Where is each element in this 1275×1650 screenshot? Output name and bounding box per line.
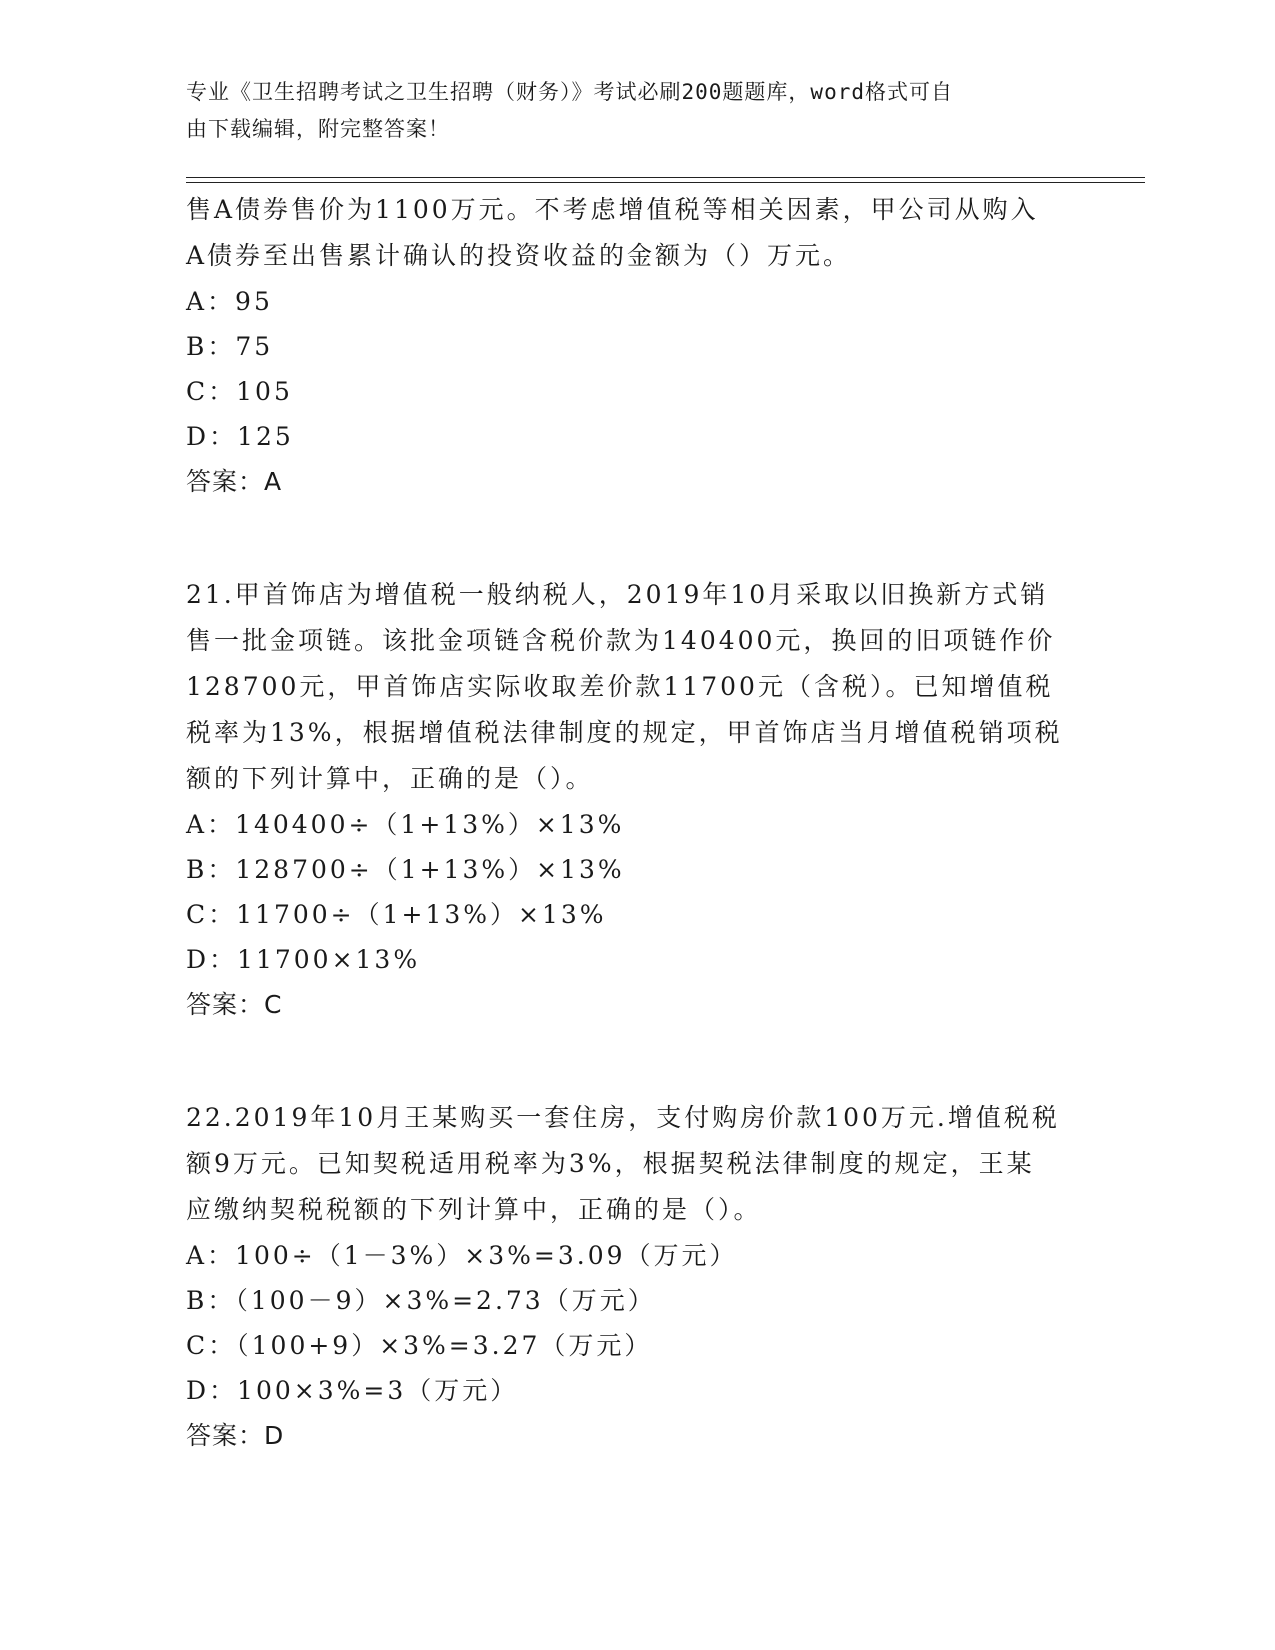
question-21 (186, 572, 1086, 1027)
header-line-1: 专业《卫生招聘考试之卫生招聘（财务）》考试必刷200题题库，word格式可自 (186, 80, 953, 104)
option-c: C：105 (186, 377, 293, 406)
option-a: A：95 (186, 287, 273, 316)
option-d: D：125 (186, 422, 294, 451)
question-text-line: 应缴纳契税税额的下列计算中，正确的是（）。 (186, 1195, 762, 1224)
option-d: D：100×3%=3（万元） (186, 1376, 519, 1405)
question-text-line: 额9万元。已知契税适用税率为3%，根据契税法律制度的规定，王某 (186, 1149, 1035, 1178)
option-b: B：（100－9）×3%=2.73（万元） (186, 1286, 656, 1315)
document-body (186, 187, 1086, 1458)
option-a: A：140400÷（1+13%）×13% (186, 810, 625, 839)
question-text-line: 税率为13%，根据增值税法律制度的规定，甲首饰店当月增值税销项税 (186, 718, 1063, 747)
question-text-line: A债券至出售累计确认的投资收益的金额为（）万元。 (186, 241, 852, 270)
question-text-line: 售一批金项链。该批金项链含税价款为140400元，换回的旧项链作价 (186, 626, 1056, 655)
header-divider-top (186, 177, 1145, 178)
question-22 (186, 1095, 1086, 1458)
question-spacer (186, 1027, 1086, 1095)
header-line-2: 由下载编辑，附完整答案！ (186, 117, 450, 141)
question-text-line: 22.2019年10月王某购买一套住房，支付购房价款100万元.增值税税 (186, 1103, 1060, 1132)
answer-text: 答案：A (186, 467, 283, 496)
answer-text: 答案：C (186, 990, 283, 1019)
option-d: D：11700×13% (186, 945, 421, 974)
answer-text: 答案：D (186, 1421, 285, 1450)
question-text-line: 额的下列计算中，正确的是（）。 (186, 764, 594, 793)
option-b: B：75 (186, 332, 274, 361)
option-c: C：（100+9）×3%=3.27（万元） (186, 1331, 653, 1360)
question-spacer (186, 504, 1086, 572)
document-header (186, 74, 1066, 148)
question-text-line: 128700元，甲首饰店实际收取差价款11700元（含税）。已知增值税 (186, 672, 1054, 701)
header-divider-bottom (186, 182, 1145, 183)
option-a: A：100÷（1－3%）×3%=3.09（万元） (186, 1241, 738, 1270)
option-b: B：128700÷（1+13%）×13% (186, 855, 625, 884)
question-20 (186, 187, 1086, 504)
question-text-line: 21.甲首饰店为增值税一般纳税人，2019年10月采取以旧换新方式销 (186, 580, 1049, 609)
option-c: C：11700÷（1+13%）×13% (186, 900, 607, 929)
question-text-line: 售A债券售价为1100万元。不考虑增值税等相关因素，甲公司从购入 (186, 195, 1039, 224)
